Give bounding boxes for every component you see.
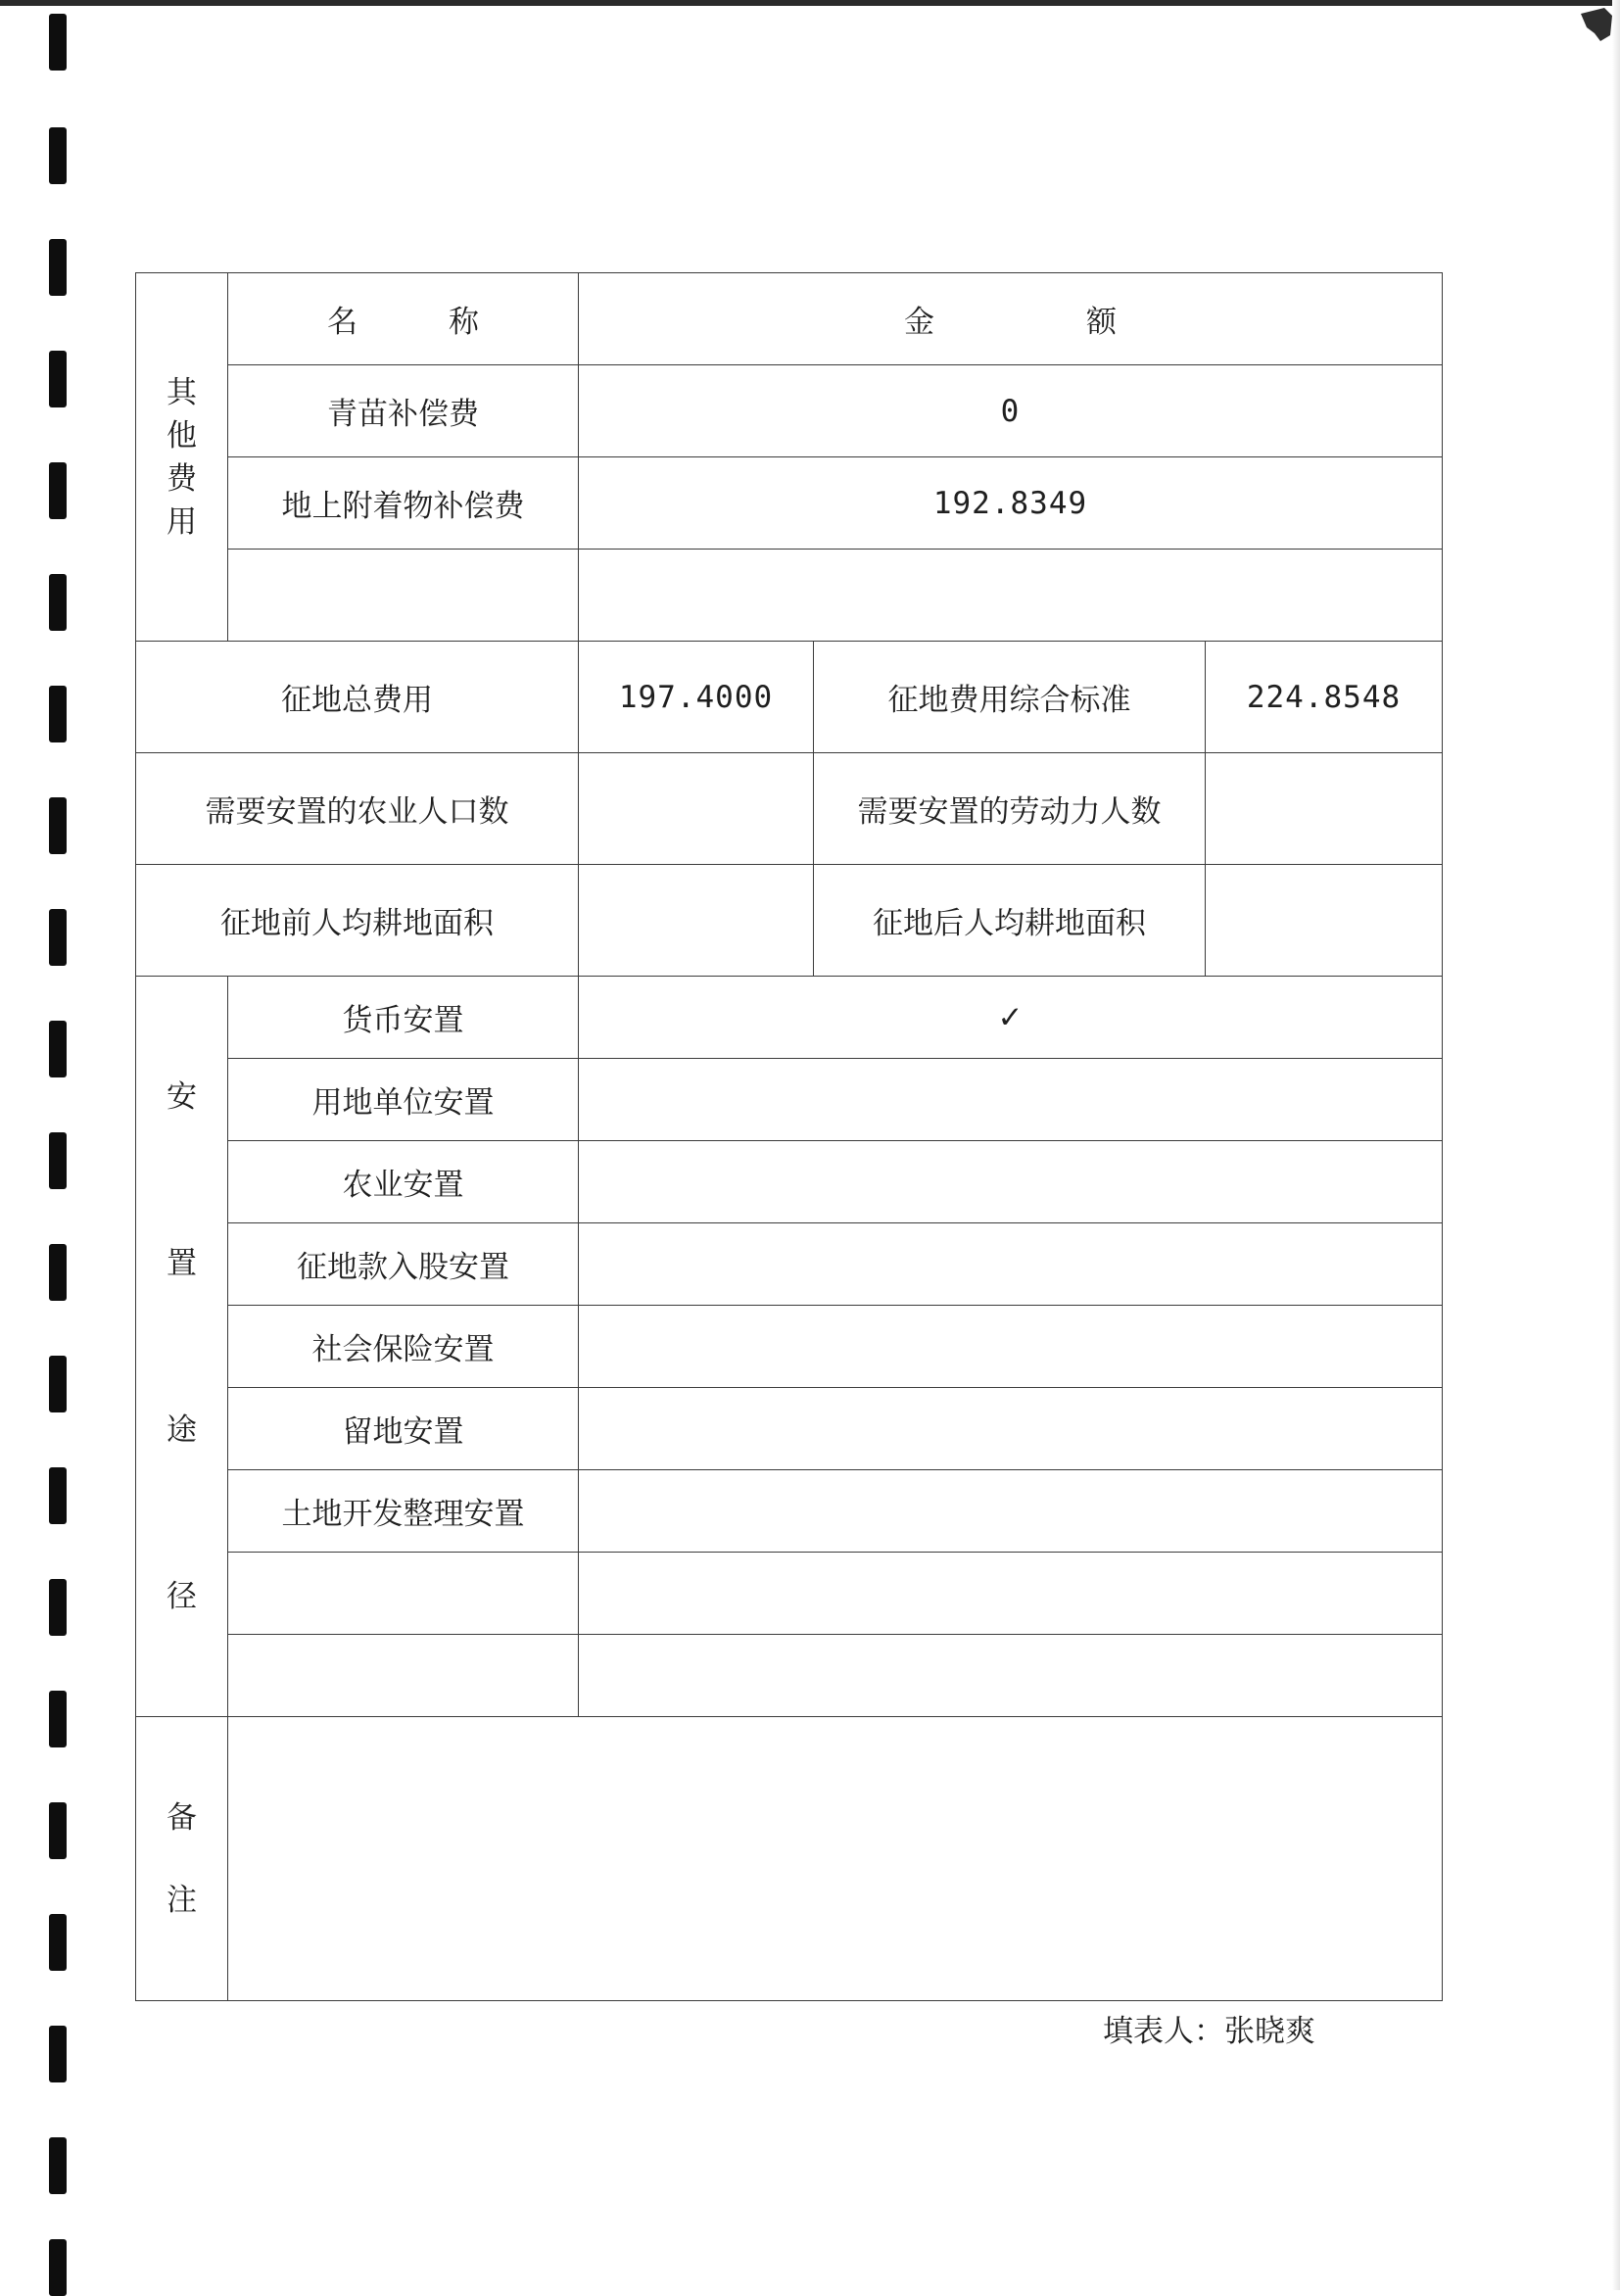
resettlement-check-mark — [579, 1059, 1443, 1141]
binding-hole — [49, 239, 67, 296]
binding-hole — [49, 1691, 67, 1747]
resettlement-check-mark — [579, 1388, 1443, 1470]
fee-amount: 192.8349 — [579, 457, 1443, 550]
resettlement-row — [136, 1059, 1443, 1141]
resettlement-row — [136, 1635, 1443, 1717]
binding-hole — [49, 574, 67, 631]
fee-amount: 0 — [579, 365, 1443, 457]
resettlement-row — [136, 1553, 1443, 1635]
section-label-char: 注 — [167, 1882, 197, 1918]
resettlement-method-name: 留地安置 — [228, 1388, 579, 1470]
binding-hole — [49, 1244, 67, 1301]
section-label-char: 途 — [167, 1411, 197, 1448]
section-label-char: 备 — [167, 1799, 197, 1836]
labor-count-value — [1206, 753, 1443, 865]
labor-count-label: 需要安置的劳动力人数 — [814, 753, 1206, 865]
standard-value: 224.8548 — [1206, 642, 1443, 753]
section-label-char: 他 — [167, 417, 197, 454]
binding-hole — [49, 1802, 67, 1859]
binding-hole — [49, 2026, 67, 2082]
resettlement-method-name: 社会保险安置 — [228, 1306, 579, 1388]
resettlement-method-name: 货币安置 — [228, 977, 579, 1059]
section-label-char: 径 — [167, 1578, 197, 1614]
resettlement-row — [136, 977, 1443, 1059]
section-label-char: 用 — [167, 503, 197, 540]
other-fees-header-row — [136, 273, 1443, 365]
binding-hole — [49, 2137, 67, 2194]
binding-hole — [49, 1356, 67, 1412]
resettlement-method-name: 农业安置 — [228, 1141, 579, 1223]
binding-hole — [49, 351, 67, 407]
other-fees-section-label — [136, 273, 228, 642]
remarks-row — [136, 1717, 1443, 2001]
binding-hole — [49, 797, 67, 854]
area-before-value — [579, 865, 814, 977]
resettlement-method-name — [228, 1635, 579, 1717]
area-before-label: 征地前人均耕地面积 — [136, 865, 579, 977]
area-after-value — [1206, 865, 1443, 977]
header-amount: 金 额 — [579, 273, 1443, 365]
fee-name: 地上附着物补偿费 — [228, 457, 579, 550]
resettlement-row — [136, 1388, 1443, 1470]
fee-row — [136, 365, 1443, 457]
section-label-char: 费 — [167, 460, 197, 497]
resettlement-row — [136, 1141, 1443, 1223]
resettlement-check-mark — [579, 1635, 1443, 1717]
remarks-content — [228, 1717, 1443, 2001]
binding-hole — [49, 1579, 67, 1636]
resettlement-check-mark — [579, 1553, 1443, 1635]
farm-population-label: 需要安置的农业人口数 — [136, 753, 579, 865]
binding-hole — [49, 686, 67, 742]
binding-hole — [49, 14, 67, 71]
binding-hole — [49, 2239, 67, 2296]
total-fee-label: 征地总费用 — [136, 642, 579, 753]
form-filler: 填表人：张晓爽 — [1103, 2014, 1315, 2049]
resettlement-method-name — [228, 1553, 579, 1635]
section-label-char: 安 — [167, 1078, 197, 1115]
fee-row — [136, 457, 1443, 550]
binding-hole — [49, 462, 67, 519]
totals-row — [136, 642, 1443, 753]
resettlement-section-label — [136, 977, 228, 1717]
remarks-section-label — [136, 1717, 228, 2001]
resettlement-method-name: 用地单位安置 — [228, 1059, 579, 1141]
resettlement-check-mark — [579, 1141, 1443, 1223]
binding-hole — [49, 1467, 67, 1524]
farm-population-value — [579, 753, 814, 865]
land-area-row — [136, 865, 1443, 977]
fee-name — [228, 550, 579, 642]
resettlement-method-name: 征地款入股安置 — [228, 1223, 579, 1306]
standard-label: 征地费用综合标准 — [814, 642, 1206, 753]
binding-hole — [49, 1132, 67, 1189]
fee-name: 青苗补偿费 — [228, 365, 579, 457]
resettlement-row — [136, 1470, 1443, 1553]
binding-hole — [49, 909, 67, 966]
scan-right-edge — [1612, 0, 1620, 2290]
resettlement-check-mark — [579, 1470, 1443, 1553]
binding-hole — [49, 127, 67, 184]
scan-top-edge — [0, 0, 1620, 6]
resettlement-check-mark — [579, 1223, 1443, 1306]
header-name: 名 称 — [228, 273, 579, 365]
resettlement-check-mark — [579, 1306, 1443, 1388]
torn-corner-mark — [1575, 6, 1614, 45]
resettlement-row — [136, 1223, 1443, 1306]
binding-hole — [49, 1021, 67, 1077]
section-label-char: 其 — [167, 374, 197, 410]
resettlement-row — [136, 1306, 1443, 1388]
population-row — [136, 753, 1443, 865]
section-label-char: 置 — [167, 1245, 197, 1281]
total-fee-value: 197.4000 — [579, 642, 814, 753]
binding-hole — [49, 1914, 67, 1971]
area-after-label: 征地后人均耕地面积 — [814, 865, 1206, 977]
resettlement-check-mark: ✓ — [579, 977, 1443, 1059]
fee-amount — [579, 550, 1443, 642]
land-acquisition-form-table — [135, 272, 1443, 2001]
resettlement-method-name: 土地开发整理安置 — [228, 1470, 579, 1553]
fee-row — [136, 550, 1443, 642]
